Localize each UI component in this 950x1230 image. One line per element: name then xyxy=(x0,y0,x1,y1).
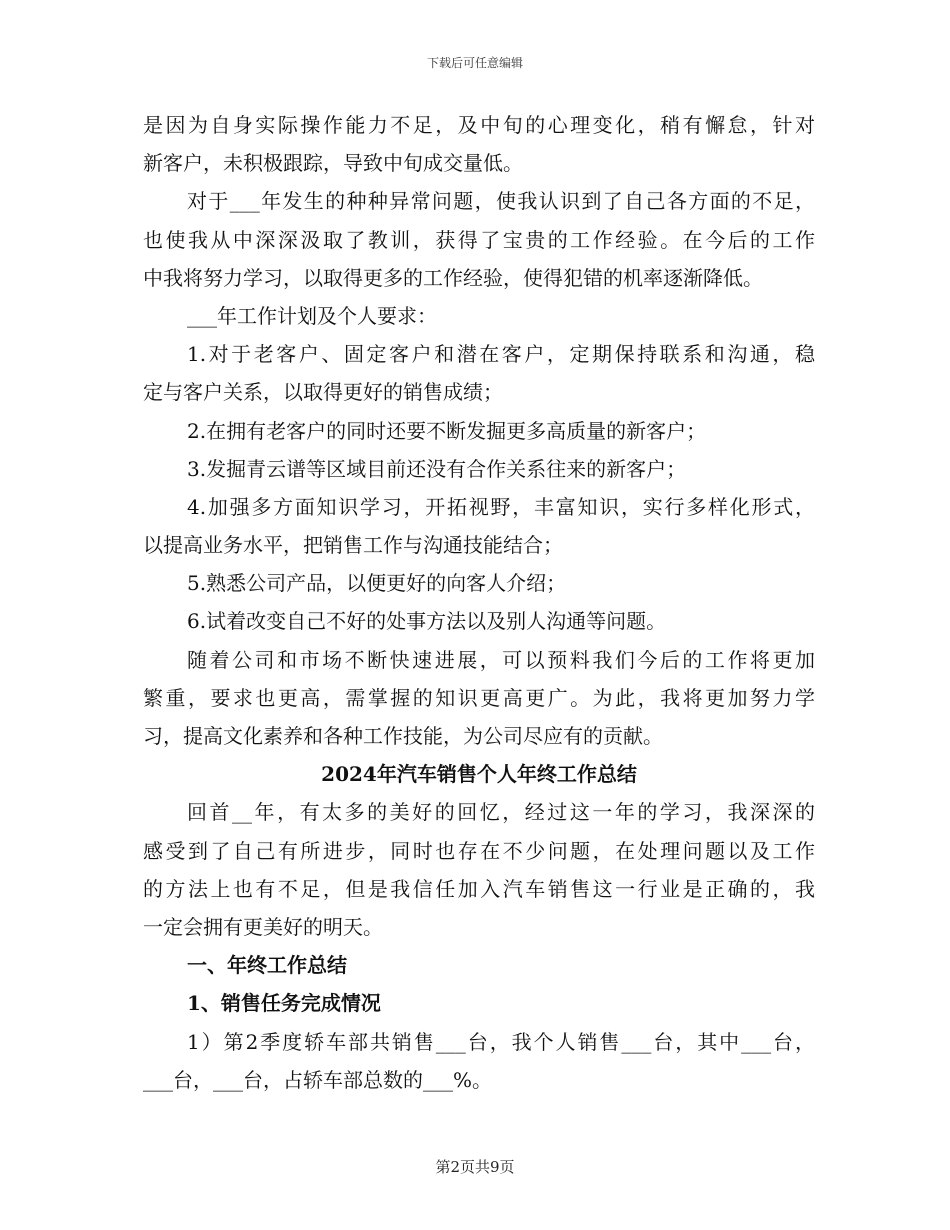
section-heading: 一、年终工作总结 xyxy=(187,953,347,978)
paragraph-line: 一定会拥有更美好的明天。 xyxy=(143,914,383,939)
list-item-line: 定与客户关系，以取得更好的销售成绩； xyxy=(143,380,503,405)
list-item-line: 4.加强多方面知识学习，开拓视野，丰富知识，实行多样化形式， xyxy=(187,494,815,519)
paragraph-line: 是因为自身实际操作能力不足，及中旬的心理变化，稍有懈怠，针对 xyxy=(143,113,815,137)
paragraph-line: 新客户，未积极跟踪，导致中旬成交量低。 xyxy=(143,151,523,176)
page-footer: 第2页共9页 xyxy=(435,1158,515,1176)
document-body xyxy=(143,106,815,1099)
list-item-line: 1.对于老客户、固定客户和潜在客户，定期保持联系和沟通，稳 xyxy=(187,342,815,367)
paragraph-line: 感受到了自己有所进步，同时也存在不少问题，在处理问题以及工作 xyxy=(143,838,815,863)
subsection-heading: 1、销售任务完成情况 xyxy=(187,991,381,1016)
list-item-line: 5.熟悉公司产品，以便更好的向客人介绍； xyxy=(187,571,567,596)
paragraph-line: 习，提高文化素养和各种工作技能，为公司尽应有的贡献。 xyxy=(143,724,663,748)
paragraph-line: 也使我从中深深汲取了教训，获得了宝贵的工作经验。在今后的工作 xyxy=(143,227,815,252)
list-item-line: 以提高业务水平，把销售工作与沟通技能结合； xyxy=(143,533,563,558)
paragraph-line: ___台，___台，占轿车部总数的___%。 xyxy=(143,1067,493,1092)
paragraph-line: 1）第2季度轿车部共销售___台，我个人销售___台，其中___台， xyxy=(187,1029,815,1054)
list-item-line: 2.在拥有老客户的同时还要不断发掘更多高质量的新客户； xyxy=(187,418,707,443)
section-heading: ___年工作计划及个人要求： xyxy=(187,303,437,328)
paragraph-line: 对于___年发生的种种异常问题，使我认识到了自己各方面的不足， xyxy=(187,189,815,214)
paragraph-line: 中我将努力学习，以取得更多的工作经验，使得犯错的机率逐渐降低。 xyxy=(143,265,763,290)
document-title: 2024年汽车销售个人年终工作总结 xyxy=(321,762,637,787)
paragraph-line: 随着公司和市场不断快速进展，可以预料我们今后的工作将更加 xyxy=(187,647,815,672)
list-item-line: 6.试着改变自己不好的处事方法以及别人沟通等问题。 xyxy=(187,609,667,634)
paragraph-line: 繁重，要求也更高，需掌握的知识更高更广。为此，我将更加努力学 xyxy=(143,685,815,710)
page-header: 下载后可任意编辑 xyxy=(426,56,523,70)
paragraph-line: 的方法上也有不足，但是我信任加入汽车销售这一行业是正确的，我 xyxy=(143,876,815,901)
list-item-line: 3.发掘青云谱等区域目前还没有合作关系往来的新客户； xyxy=(187,456,687,481)
paragraph-line: 回首__年，有太多的美好的回忆，经过这一年的学习，我深深的 xyxy=(187,800,815,825)
